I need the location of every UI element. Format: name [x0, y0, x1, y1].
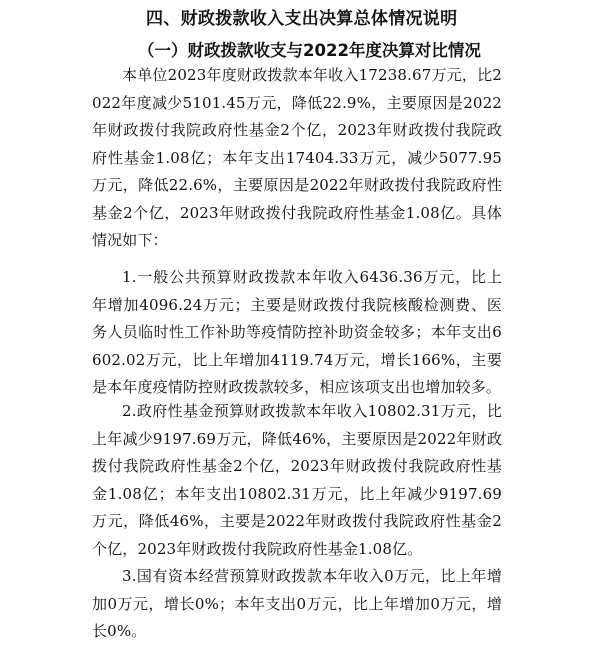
- government-fund-paragraph: 2.政府性基金预算财政拨款本年收入10802.31万元，比上年减少9197.69万元，降低46%，主要原因是2022年财政拨付我院政府性基金2个亿，2023年财政拨付我院政府性基金1.08亿；本年支出10802.31万元，比上年减少9197.69万元，降低46%，主要是2022年财政拨付我院政府性基金2个亿，2023年财政拨付我院政府性基金1.08亿。: [92, 402, 502, 558]
- state-capital-paragraph: 3.国有资本经营预算财政拨款本年收入0万元，比上年增加0万元，增长0%；本年支出0万元，比上年增加0万元，增长0%。: [92, 567, 502, 640]
- intro-paragraph: 本单位2023年度财政拨款本年收入17238.67万元，比2022年度减少5101.45万元，降低22.9%，主要原因是2022年财政拨付我院政府性基金2个亿，2023年财政拨付我院政府性基金1.08亿；本年支出17404.33万元，减少5077.95万元，降低22.6%，主要原因是2022年财政拨付我院政府性基金2个亿，2023年财政拨付我院政府性基金1.08亿。具体情况如下：: [92, 66, 502, 249]
- section-subheading: （一）财政拨款收支与2022年度决算对比情况: [138, 41, 481, 60]
- general-budget-paragraph: 1.一般公共预算财政拨款本年收入6436.36万元，比上年增加4096.24万元；主要是财政拨付我院核酸检测费、医务人员临时性工作补助等疫情防控补助资金较多；本年支出6602.02万元，比上年增加4119.74万元，增长166%，主要是本年度疫情防控财政拨款较多，相应该项支出也增加较多。: [92, 268, 502, 396]
- section-heading: 四、财政拨款收入支出决算总体情况说明: [146, 9, 458, 29]
